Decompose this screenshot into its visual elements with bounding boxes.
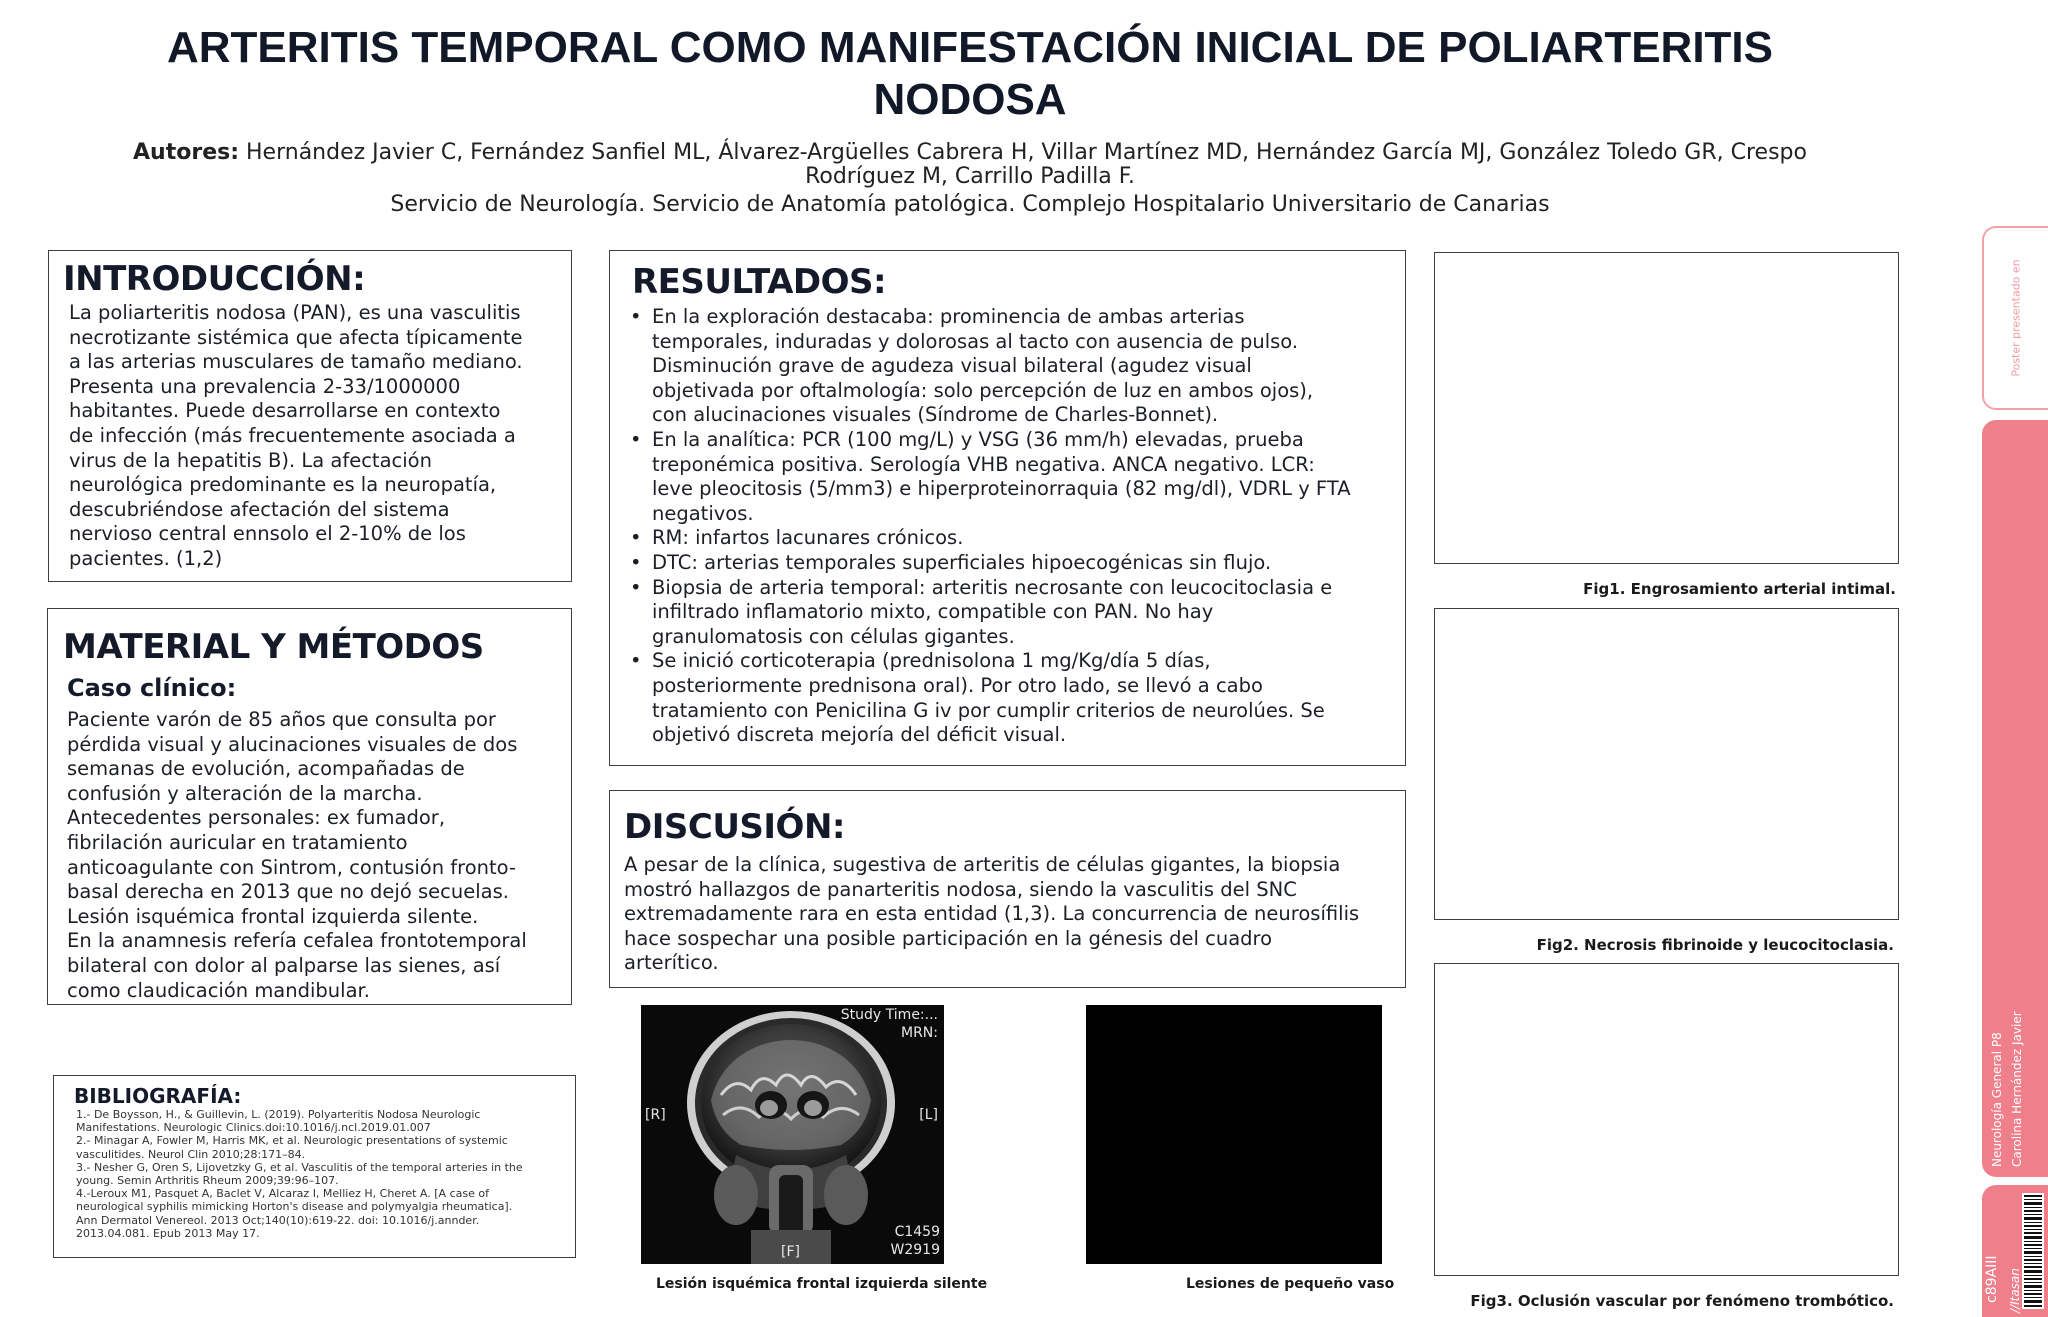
mri-caption: Lesión isquémica frontal izquierda silente [656, 1276, 988, 1292]
discussion-line: mostró hallazgos de panarteritis nodosa, siendo la vasculitis del SNC [624, 877, 1297, 901]
discussion-line: A pesar de la clínica, sugestiva de arteritis de células gigantes, la biopsia [624, 853, 1341, 876]
intro-heading: INTRODUCCIÓN: [63, 259, 366, 299]
discussion-body [624, 853, 1394, 976]
results-item [652, 551, 1412, 576]
presented-tab [1982, 226, 2048, 410]
reference-line: 4.-Leroux M1, Pasquet A, Baclet V, Alcaraz I, Melliez H, Cheret A. [A case of [76, 1187, 489, 1201]
mri-right-marker: [R] [645, 1107, 666, 1123]
reference-line: 2013.04.081. Epub 2013 May 17. [76, 1226, 260, 1240]
results-line: granulomatosis con células gigantes. [652, 624, 1015, 648]
authors [120, 141, 1820, 189]
methods-line: bilateral con dolor al palparse las sienes, así [67, 953, 501, 977]
intro-line: necrotizante sistémica que afecta típicamente [69, 325, 523, 349]
mri-foot-marker: [F] [781, 1244, 800, 1260]
reference-line: Ann Dermatol Venereol. 2013 Oct;140(10):619-22. doi: 10.1016/j.annder. [76, 1213, 480, 1227]
fig2-image [1434, 608, 1899, 920]
methods-line: Lesión isquémica frontal izquierda silente. [67, 904, 479, 928]
presented-label: Poster presentado en [2009, 259, 2023, 377]
mri-image [641, 1005, 944, 1264]
fig3-image [1434, 963, 1899, 1276]
reference-line: 1.- De Boysson, H., & Guillevin, L. (2019). Polyarteritis Nodosa Neurologic [76, 1108, 481, 1121]
reference-line: 3.- Nesher G, Oren S, Lijovetzky G, et al. Vasculitis of the temporal arteries in the [76, 1160, 523, 1174]
methods-line: basal derecha en 2013 que no dejó secuelas. [67, 880, 509, 904]
methods-line: fibrilación auricular en tratamiento [67, 830, 408, 854]
fig1-caption: Fig1. Engrosamiento arterial intimal. [1583, 580, 1896, 598]
methods-line: semanas de evolución, acompañadas de [67, 757, 465, 781]
methods-line: En la anamnesis refería cefalea frontotemporal [67, 929, 527, 953]
mri-study-time: Study Time:... [840, 1007, 938, 1023]
affiliation: Servicio de Neurología. Servicio de Anatomía patológica. Complejo Hospitalario Universitario de Canarias [390, 192, 1550, 217]
mri-left-marker: [L] [919, 1107, 938, 1123]
results-line: objetivó discreta mejoría del déficit visual. [652, 723, 1067, 747]
results-line: objetivada por oftalmología: solo percepción de luz en ambos ojos), [652, 378, 1314, 402]
brand-label: //Itasan [2008, 1268, 2022, 1313]
reference-line: 2.- Minagar A, Fowler M, Harris MK, et al. Neurologic presentations of systemic [76, 1134, 508, 1148]
results-line: tratamiento con Penicilina G iv por cumplir criterios de neurolúes. Se [652, 698, 1325, 722]
intro-line: habitantes. Puede desarrollarse en contexto [69, 399, 501, 423]
fig1-image [1434, 252, 1899, 564]
results-item [652, 526, 1412, 551]
bibliography-section [53, 1075, 576, 1258]
reference-line: vasculitides. Neurol Clin 2010;28:171–84. [76, 1147, 306, 1161]
mri-w-value: W2919 [890, 1242, 940, 1258]
bibliography-heading: BIBLIOGRAFÍA: [74, 1084, 242, 1108]
small-vessel-caption: Lesiones de pequeño vaso [1186, 1276, 1395, 1292]
results-section [609, 250, 1406, 766]
methods-line: como claudicación mandibular. [67, 978, 370, 1002]
case-heading: Caso clínico: [67, 674, 237, 702]
barcode-icon [2022, 1193, 2044, 1309]
methods-body [67, 708, 567, 1003]
authors-line-1: Hernández Javier C, Fernández Sanfiel ML, Álvarez-Argüelles Cabrera H, Villar Martínez MD, Hernández García MJ, González Toledo GR, Crespo [239, 140, 1807, 165]
discussion-line: hace sospechar una posible participación en la génesis del cuadro [624, 926, 1273, 950]
code-strip [1982, 1185, 2048, 1317]
results-line: • En la exploración destacaba: prominencia de ambas arterias [652, 305, 1245, 328]
results-line: • DTC: arterias temporales superficiales hipoecogénicas sin flujo. [652, 550, 1272, 574]
intro-line: Presenta una prevalencia 2-33/1000000 [69, 374, 461, 398]
authors-line-2: Rodríguez M, Carrillo Padilla F. [805, 164, 1135, 189]
intro-line: pacientes. (1,2) [69, 546, 223, 570]
results-line: leve pleocitosis (5/mm3) e hiperproteinorraquia (82 mg/dl), VDRL y FTA [652, 477, 1351, 501]
results-heading: RESULTADOS: [632, 262, 887, 302]
methods-line: Antecedentes personales: ex fumador, [67, 806, 446, 830]
results-line: • Se inició corticoterapia (prednisolona 1 mg/Kg/día 5 días, [652, 649, 1211, 673]
references [76, 1108, 571, 1240]
intro-line: descubriéndose afectación del sistema [69, 497, 450, 521]
session-strip [1982, 420, 2048, 1177]
reference-line: young. Semin Arthritis Rheum 2009;39:96–107. [76, 1174, 339, 1188]
results-line: posteriormente prednisona oral). Por otro lado, se llevó a cabo [652, 673, 1263, 697]
session-line-1: Neurología General P8 [1990, 1032, 2004, 1167]
results-line: con alucinaciones visuales (Síndrome de Charles-Bonnet). [652, 403, 1219, 427]
intro-line: a las arterias musculares de tamaño mediano. [69, 350, 523, 374]
mri-mrn: MRN: [901, 1025, 938, 1041]
authors-label: Autores: [133, 140, 240, 165]
fig2-caption: Fig2. Necrosis fibrinoide y leucocitoclasia. [1536, 936, 1894, 954]
results-line: • RM: infartos lacunares crónicos. [652, 526, 964, 550]
results-item [652, 305, 1412, 428]
methods-heading: MATERIAL Y MÉTODOS [63, 627, 484, 667]
results-line: • En la analítica: PCR (100 mg/L) y VSG (36 mm/h) elevadas, prueba [652, 427, 1304, 451]
intro-section [48, 250, 572, 582]
methods-line: Paciente varón de 85 años que consulta por [67, 708, 496, 731]
intro-line: virus de la hepatitis B). La afectación [69, 448, 432, 472]
methods-line: pérdida visual y alucinaciones visuales de dos [67, 732, 518, 756]
reference-line: Manifestations. Neurologic Clinics.doi:10.1016/j.ncl.2019.01.007 [76, 1121, 431, 1135]
fig3-caption: Fig3. Oclusión vascular por fenómeno trombótico. [1470, 1292, 1894, 1310]
intro-line: La poliarteritis nodosa (PAN), es una vasculitis [69, 301, 521, 324]
results-line: Disminución grave de agudeza visual bilateral (agudez visual [652, 354, 1252, 378]
title-line-2: NODOSA [873, 75, 1067, 124]
poster-title [120, 22, 1820, 126]
intro-line: neurológica predominante es la neuropatía, [69, 473, 497, 497]
results-list [628, 305, 1412, 748]
methods-line: confusión y alteración de la marcha. [67, 781, 423, 805]
small-vessel-image [1086, 1005, 1382, 1264]
poster-code: c89AIII [1984, 1255, 2000, 1303]
mri-c-value: C1459 [894, 1224, 940, 1240]
intro-body [69, 301, 564, 572]
reference-line: neurological syphilis mimicking Horton's disease and polymyalgia rheumatica]. [76, 1200, 513, 1214]
discussion-line: extremadamente rara en esta entidad (1,3). La concurrencia de neurosífilis [624, 902, 1360, 926]
results-item [652, 576, 1412, 650]
title-line-1: ARTERITIS TEMPORAL COMO MANIFESTACIÓN INICIAL DE POLIARTERITIS [166, 23, 1774, 72]
session-line-2: Carolina Hernández Javier [2010, 1011, 2024, 1167]
results-line: temporales, induradas y dolorosas al tacto con ausencia de pulso. [652, 329, 1299, 353]
intro-line: de infección (más frecuentemente asociada a [69, 423, 516, 447]
discussion-heading: DISCUSIÓN: [624, 807, 846, 847]
discussion-line: arterítico. [624, 951, 719, 975]
results-line: infiltrado inflamatorio mixto, compatible con PAN. No hay [652, 600, 1214, 624]
methods-section [47, 608, 572, 1005]
results-item [652, 428, 1412, 526]
results-line: treponémica positiva. Serología VHB negativa. ANCA negativo. LCR: [652, 452, 1315, 476]
discussion-section [609, 790, 1406, 988]
methods-line: anticoagulante con Sintrom, contusión fronto- [67, 855, 516, 879]
results-line: • Biopsia de arteria temporal: arteritis necrosante con leucocitoclasia e [652, 575, 1333, 599]
results-line: negativos. [652, 501, 754, 525]
results-item [652, 649, 1412, 747]
intro-line: nervioso central ennsolo el 2-10% de los [69, 522, 466, 546]
